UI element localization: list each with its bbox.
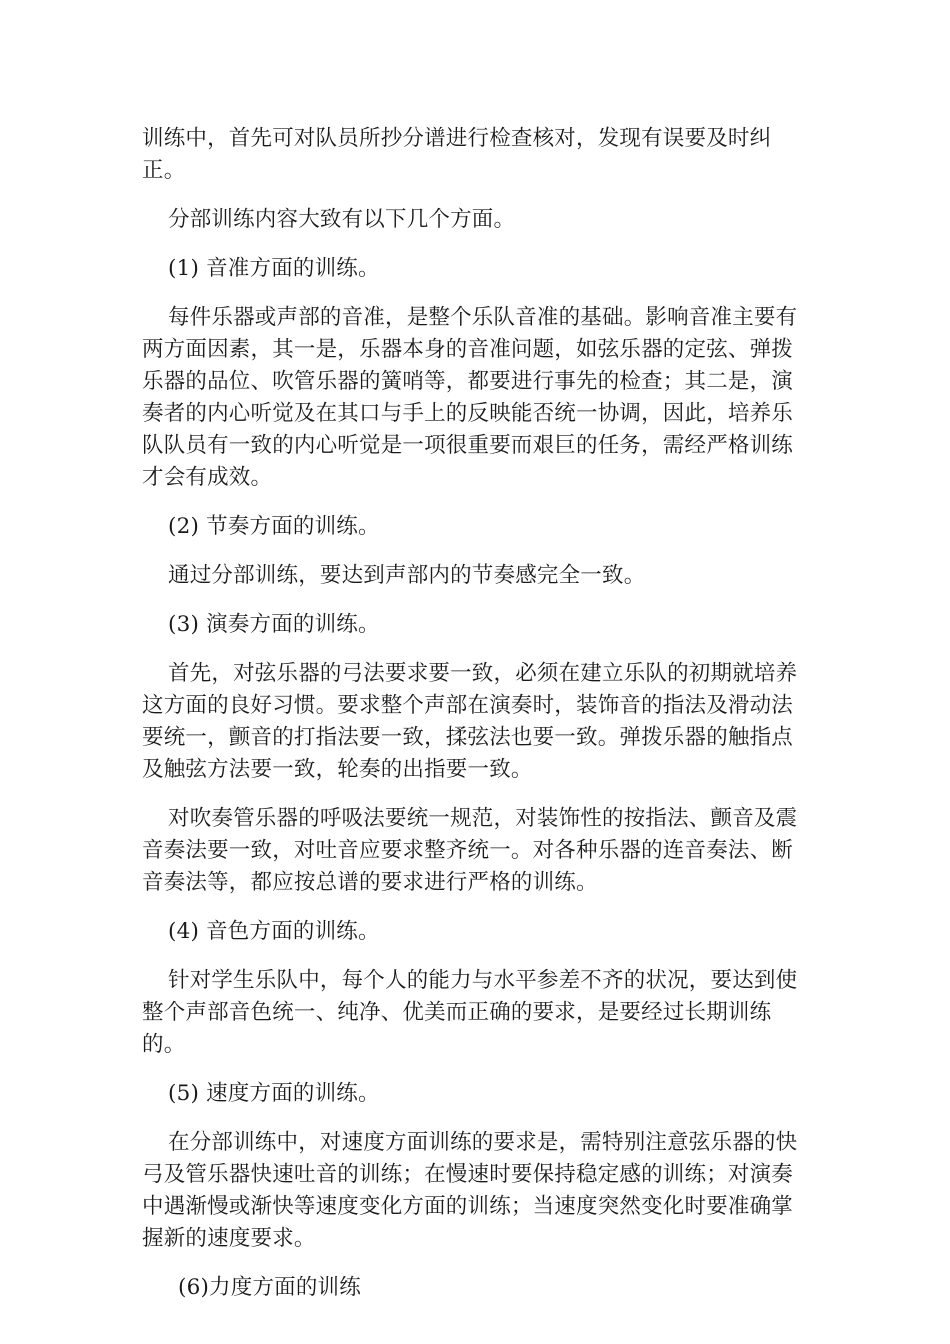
- section-heading-tempo: (5) 速度方面的训练。: [168, 1081, 380, 1106]
- section-heading-dynamics: (6)力度方面的训练: [178, 1275, 361, 1300]
- section-heading-timbre: (4) 音色方面的训练。: [168, 919, 380, 944]
- section-heading-pitch: (1) 音准方面的训练。: [168, 256, 380, 281]
- paragraph-performance-strings: 首先，对弦乐器的弓法要求要一致，必须在建立乐队的初期就培养这方面的良好习惯。要求整个声部在演奏时，装饰音的指法及滑动法要统一，颤音的打指法要一致，揉弦法也要一致。弹拨乐器的触指点及触弦方法要一致，轮奏的出指要一致。: [142, 661, 798, 782]
- document-body: [142, 123, 810, 1321]
- paragraph-continuation: 训练中，首先可对队员所抄分谱进行检查核对，发现有误要及时纠正。: [142, 126, 772, 183]
- paragraph-intro: 分部训练内容大致有以下几个方面。: [168, 207, 516, 232]
- paragraph-pitch: 每件乐器或声部的音准，是整个乐队音准的基础。影响音准主要有两方面因素，其一是，乐器本身的音准问题，如弦乐器的定弦、弹拨乐器的品位、吹管乐器的簧哨等，都要进行事先的检查；其二是，演奏者的内心听觉及在其口与手上的反映能否统一协调，因此，培养乐队队员有一致的内心听觉是一项很重要而艰巨的任务，需经严格训练才会有成效。: [142, 305, 798, 490]
- paragraph-rhythm: 通过分部训练，要达到声部内的节奏感完全一致。: [168, 563, 646, 588]
- paragraph-performance-winds: 对吹奏管乐器的呼吸法要统一规范，对装饰性的按指法、颤音及震音奏法要一致，对吐音应要求整齐统一。对各种乐器的连音奏法、断音奏法等，都应按总谱的要求进行严格的训练。: [142, 806, 798, 895]
- section-heading-performance: (3) 演奏方面的训练。: [168, 612, 380, 637]
- paragraph-tempo: 在分部训练中，对速度方面训练的要求是，需特别注意弦乐器的快弓及管乐器快速吐音的训练；在慢速时要保持稳定感的训练；对演奏中遇渐慢或渐快等速度变化方面的训练；当速度突然变化时要准确掌握新的速度要求。: [142, 1130, 798, 1251]
- paragraph-timbre: 针对学生乐队中，每个人的能力与水平参差不齐的状况，要达到使整个声部音色统一、纯净、优美而正确的要求，是要经过长期训练的。: [142, 968, 798, 1057]
- section-heading-rhythm: (2) 节奏方面的训练。: [168, 514, 380, 539]
